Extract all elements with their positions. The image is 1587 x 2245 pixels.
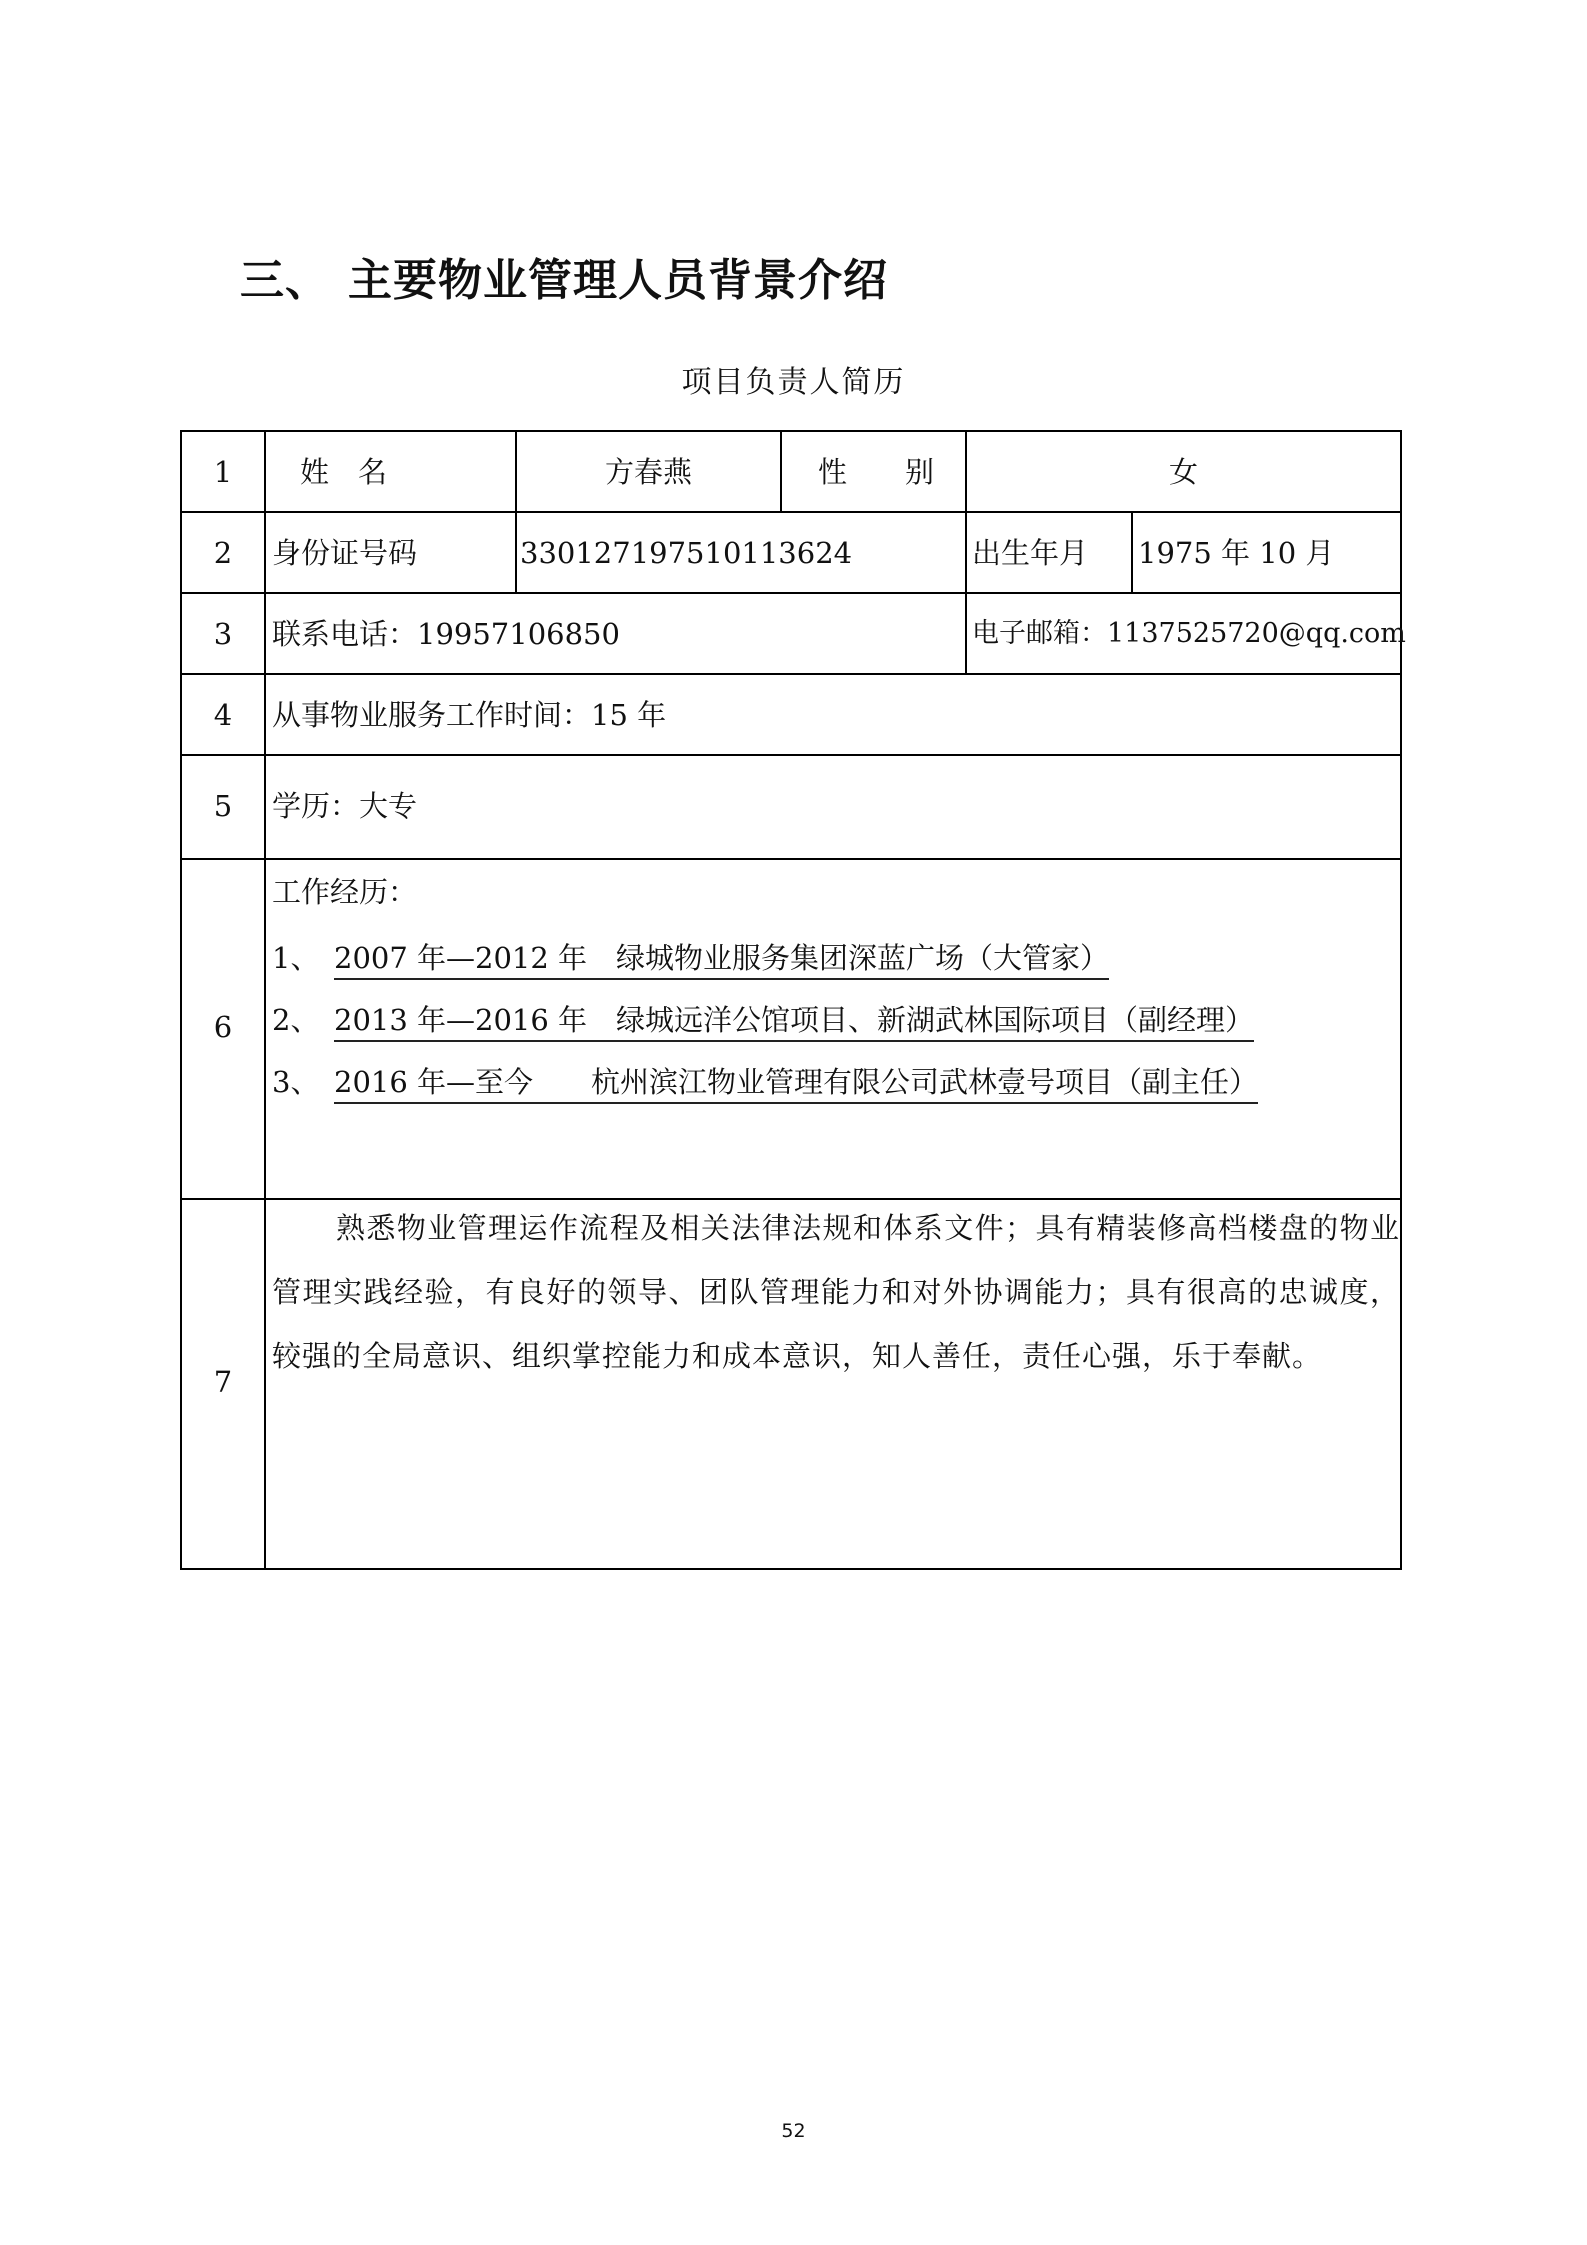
email-field: 电子邮箱：1137525720@qq.com	[972, 618, 1406, 649]
row-number: 5	[213, 789, 233, 823]
table-title: 项目负责人简历	[681, 365, 906, 400]
item-index: 1、	[272, 941, 320, 975]
id-number-value: 330127197510113624	[520, 536, 853, 570]
self-evaluation: 熟悉物业管理运作流程及相关法律法规和体系文件；具有精装修高档楼盘的物业管理实践经验，有良好的领导、团队管理能力和对外协调能力；具有很高的忠诚度，较强的全局意识、组织掌控能力和成本意识，知人善任，责任心强，乐于奉献。	[272, 1211, 1400, 1373]
row-number: 6	[213, 1010, 233, 1044]
education: 学历：大专	[272, 789, 418, 823]
section-number: 三、	[240, 255, 330, 306]
row-number: 3	[213, 617, 233, 651]
work-history-label: 工作经历：	[272, 875, 418, 909]
item-text: 2007 年—2012 年 绿城物业服务集团深蓝广场（大管家）	[334, 941, 1109, 980]
section-title: 主要物业管理人员背景介绍	[348, 255, 888, 306]
row-number: 4	[213, 698, 233, 732]
row-number: 2	[213, 536, 233, 570]
gender-label: 性 别	[818, 455, 935, 489]
phone-field: 联系电话：19957106850	[272, 617, 620, 651]
id-number-label: 身份证号码	[272, 536, 418, 570]
item-text: 2013 年—2016 年 绿城远洋公馆项目、新湖武林国际项目（副经理）	[334, 1003, 1254, 1042]
item-index: 3、	[272, 1065, 320, 1099]
section-heading	[240, 244, 888, 308]
work-history-item	[272, 1060, 1258, 1101]
birth-date-label: 出生年月	[972, 536, 1089, 570]
item-text: 2016 年—至今 杭州滨江物业管理有限公司武林壹号项目（副主任）	[334, 1065, 1258, 1104]
row-number: 7	[213, 1365, 233, 1399]
name-value: 方春燕	[604, 455, 692, 489]
work-history-item	[272, 936, 1109, 977]
name-label: 姓 名	[300, 455, 388, 489]
page-number: 52	[781, 2120, 806, 2142]
row-number: 1	[213, 455, 233, 489]
work-history-item	[272, 998, 1254, 1039]
work-years: 从事物业服务工作时间：15 年	[272, 698, 667, 732]
item-index: 2、	[272, 1003, 320, 1037]
birth-date-value: 1975 年 10 月	[1138, 536, 1335, 570]
gender-value: 女	[1168, 455, 1198, 489]
